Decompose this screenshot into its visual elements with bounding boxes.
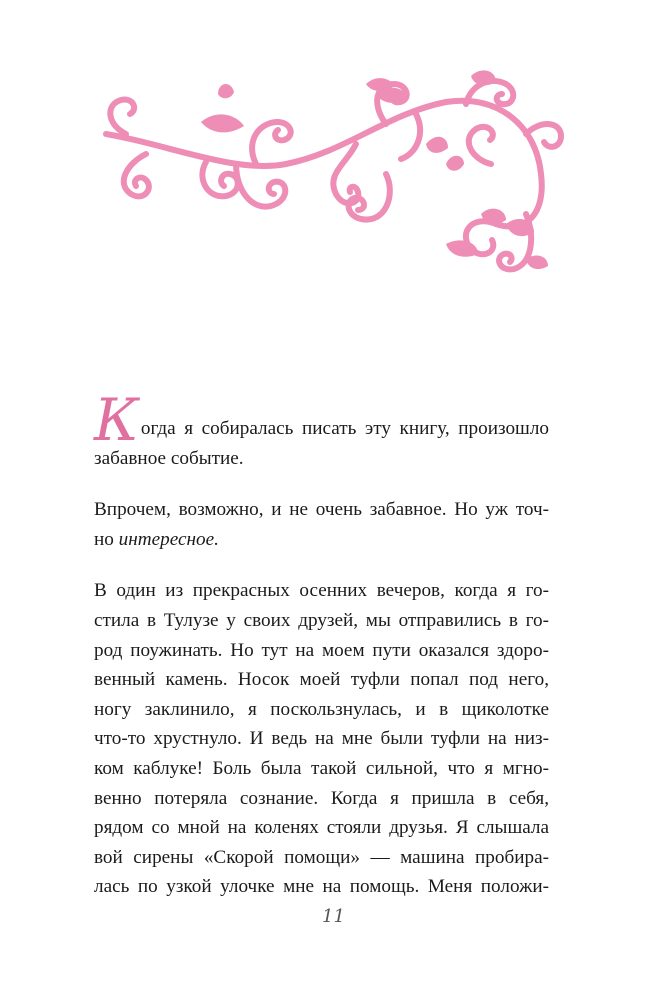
- emphasis-word: интересное.: [118, 528, 219, 550]
- text-line: Впрочем, возможно, и не очень забавное. Но уж точ-: [94, 499, 549, 521]
- text-line: ногу заклинило, я поскользнулась, и в щиколотке: [94, 698, 549, 720]
- text-line: венно потеряла сознание. Когда я пришла в себя,: [94, 787, 549, 809]
- text-line: забавное событие.: [94, 447, 244, 469]
- text-line: но: [94, 528, 119, 550]
- text-line: вой сирены «Скорой помощи» — машина пробира-: [94, 846, 549, 868]
- body-text: [94, 386, 549, 924]
- page-number: 11: [322, 906, 345, 927]
- text-line: лась по узкой улочке мне на помощь. Меня положи-: [94, 876, 549, 898]
- text-line: рядом со мной на коленях стояли друзья. Я слышала: [94, 817, 549, 839]
- paragraph-1: [94, 386, 549, 473]
- drop-cap-letter: К: [94, 386, 139, 454]
- text-line: венный камень. Носок моей туфли попал под него,: [94, 669, 549, 691]
- text-line: род поужинать. Но тут на моем пути оказался здоро-: [94, 639, 549, 661]
- paragraph-3: [94, 576, 549, 902]
- pink-swirl-ornament: [86, 64, 566, 294]
- text-line: стила в Тулузе у своих друзей, мы отправились в го-: [94, 609, 549, 631]
- text-line: что-то хрустнуло. И ведь на мне были туфли на низ-: [94, 728, 549, 750]
- text-line: огда я собиралась писать эту книгу, произошло: [140, 418, 549, 439]
- text-line: ком каблуке! Боль была такой сильной, что я мгно-: [94, 757, 549, 779]
- paragraph-2: [94, 495, 549, 554]
- text-line: В один из прекрасных осенних вечеров, когда я го-: [94, 580, 549, 602]
